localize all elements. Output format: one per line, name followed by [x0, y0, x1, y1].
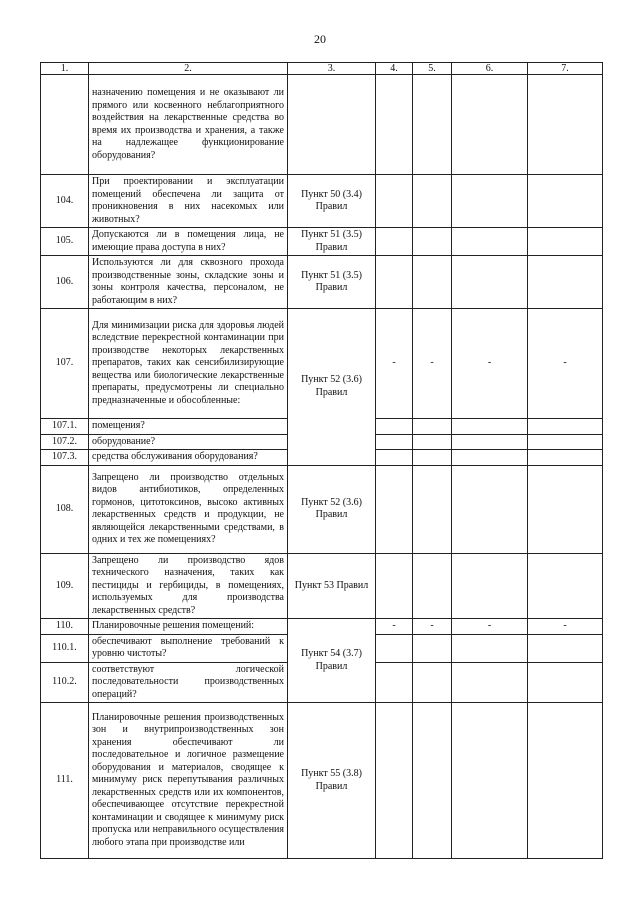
row-mark-6	[452, 228, 528, 256]
row-number: 111.	[41, 703, 89, 859]
row-mark-5	[413, 419, 452, 435]
row-reference: Пункт 52 (3.6) Правил	[288, 465, 376, 553]
header-col-6: 6.	[452, 63, 528, 75]
row-number: 110.1.	[41, 634, 89, 662]
row-mark-4	[376, 553, 413, 619]
row-mark-4	[376, 256, 413, 309]
table-row	[41, 703, 603, 859]
row-mark-5: -	[413, 309, 452, 419]
row-mark-4	[376, 75, 413, 175]
row-mark-6	[452, 175, 528, 228]
row-mark-5	[413, 256, 452, 309]
row-mark-7	[528, 434, 603, 450]
row-mark-5	[413, 465, 452, 553]
row-question: Запрещено ли производство отдельных видов антибиотиков, определенных гормонов, цитотоксинов, высоко активных лекарственных средств и продукции, не являющейся лекарственными средствами, в одних и тех же помещениях?	[89, 465, 288, 553]
row-mark-5	[413, 75, 452, 175]
row-mark-7	[528, 662, 603, 703]
row-question: помещения?	[89, 419, 288, 435]
table-row	[41, 256, 603, 309]
row-mark-7	[528, 634, 603, 662]
row-reference: Пункт 55 (3.8) Правил	[288, 703, 376, 859]
row-mark-7	[528, 465, 603, 553]
table-row	[41, 175, 603, 228]
row-mark-6	[452, 703, 528, 859]
row-mark-7	[528, 419, 603, 435]
header-col-1: 1.	[41, 63, 89, 75]
row-mark-5	[413, 703, 452, 859]
row-mark-5: -	[413, 619, 452, 635]
row-mark-4: -	[376, 309, 413, 419]
header-col-5: 5.	[413, 63, 452, 75]
row-question: Для минимизации риска для здоровья людей вследствие перекрестной контаминации при производстве некоторых лекарственных препаратов, таких как сенсибилизирующие вещества или биологические лекарственные препараты, предусмотрены ли специально предназначенные и обособленные:	[89, 309, 288, 419]
row-mark-6	[452, 434, 528, 450]
row-reference	[288, 75, 376, 175]
row-mark-7	[528, 450, 603, 466]
row-mark-7	[528, 75, 603, 175]
row-mark-5	[413, 434, 452, 450]
row-number: 104.	[41, 175, 89, 228]
row-mark-4	[376, 703, 413, 859]
row-number: 107.2.	[41, 434, 89, 450]
header-col-7: 7.	[528, 63, 603, 75]
row-mark-6	[452, 553, 528, 619]
row-mark-6	[452, 75, 528, 175]
row-question: средства обслуживания оборудования?	[89, 450, 288, 466]
row-mark-6	[452, 450, 528, 466]
row-mark-4	[376, 434, 413, 450]
header-col-4: 4.	[376, 63, 413, 75]
header-col-2: 2.	[89, 63, 288, 75]
table-row	[41, 465, 603, 553]
row-mark-7	[528, 228, 603, 256]
row-mark-7	[528, 256, 603, 309]
row-mark-6	[452, 634, 528, 662]
row-number: 107.	[41, 309, 89, 419]
row-number: 107.1.	[41, 419, 89, 435]
table-row	[41, 309, 603, 419]
row-mark-5	[413, 662, 452, 703]
row-mark-4	[376, 450, 413, 466]
row-question: назначению помещения и не оказывают ли прямого или косвенного неблагоприятного воздействия на лекарственные средства во время их производства и хранения, а также на надлежащее функционирование оборудования?	[89, 75, 288, 175]
row-number: 106.	[41, 256, 89, 309]
row-question: Используются ли для сквозного прохода производственные зоны, складские зоны и зоны контроля качества, персоналом, не работающим в них?	[89, 256, 288, 309]
row-number: 109.	[41, 553, 89, 619]
row-reference: Пункт 52 (3.6) Правил	[288, 309, 376, 466]
row-question: Планировочные решения помещений:	[89, 619, 288, 635]
row-number: 110.	[41, 619, 89, 635]
table-row	[41, 75, 603, 175]
row-question: Планировочные решения производственных зон и внутрипроизводственных зон хранения обеспечивают ли последовательное и логичное размещение оборудования и материалов, сводящее к минимуму риск перепутывания различных лекарственных средств или их компонентов, обеспечивающее отсутствие перекрестной контаминации и сводящее к минимуму риск пропуска или неправильного осуществления любого этапа при производстве или	[89, 703, 288, 859]
row-mark-7: -	[528, 619, 603, 635]
row-mark-4	[376, 175, 413, 228]
table-row	[41, 619, 603, 635]
row-question: обеспечивают выполнение требований к уровню чистоты?	[89, 634, 288, 662]
row-mark-5	[413, 634, 452, 662]
checklist-table	[40, 62, 603, 859]
header-col-3: 3.	[288, 63, 376, 75]
row-mark-6	[452, 465, 528, 553]
table-row	[41, 228, 603, 256]
row-mark-4: -	[376, 619, 413, 635]
row-mark-7	[528, 175, 603, 228]
row-number: 105.	[41, 228, 89, 256]
row-reference: Пункт 51 (3.5) Правил	[288, 228, 376, 256]
row-mark-7	[528, 703, 603, 859]
row-mark-7: -	[528, 309, 603, 419]
row-mark-6	[452, 662, 528, 703]
row-mark-4	[376, 662, 413, 703]
row-mark-6: -	[452, 619, 528, 635]
row-mark-5	[413, 450, 452, 466]
row-mark-4	[376, 465, 413, 553]
row-reference: Пункт 51 (3.5) Правил	[288, 256, 376, 309]
row-reference: Пункт 50 (3.4) Правил	[288, 175, 376, 228]
table-row	[41, 553, 603, 619]
row-question: оборудование?	[89, 434, 288, 450]
row-mark-4	[376, 228, 413, 256]
row-number: 107.3.	[41, 450, 89, 466]
row-mark-6	[452, 419, 528, 435]
header-row	[41, 63, 603, 75]
row-mark-5	[413, 553, 452, 619]
row-mark-6	[452, 256, 528, 309]
page-number: 20	[314, 32, 326, 46]
row-mark-4	[376, 419, 413, 435]
row-question: При проектировании и эксплуатации помещений обеспечена ли защита от проникновения в них насекомых или животных?	[89, 175, 288, 228]
row-mark-7	[528, 553, 603, 619]
row-mark-6: -	[452, 309, 528, 419]
row-question: Допускаются ли в помещения лица, не имеющие права доступа в них?	[89, 228, 288, 256]
row-number	[41, 75, 89, 175]
row-number: 110.2.	[41, 662, 89, 703]
row-question: соответствуют логической последовательности производственных операций?	[89, 662, 288, 703]
row-number: 108.	[41, 465, 89, 553]
row-mark-4	[376, 634, 413, 662]
row-mark-5	[413, 228, 452, 256]
row-mark-5	[413, 175, 452, 228]
row-question: Запрещено ли производство ядов технического назначения, таких как пестициды и гербициды, в помещениях, используемых для производства лекарственных средств?	[89, 553, 288, 619]
row-reference: Пункт 53 Правил	[288, 553, 376, 619]
row-reference: Пункт 54 (3.7) Правил	[288, 619, 376, 703]
